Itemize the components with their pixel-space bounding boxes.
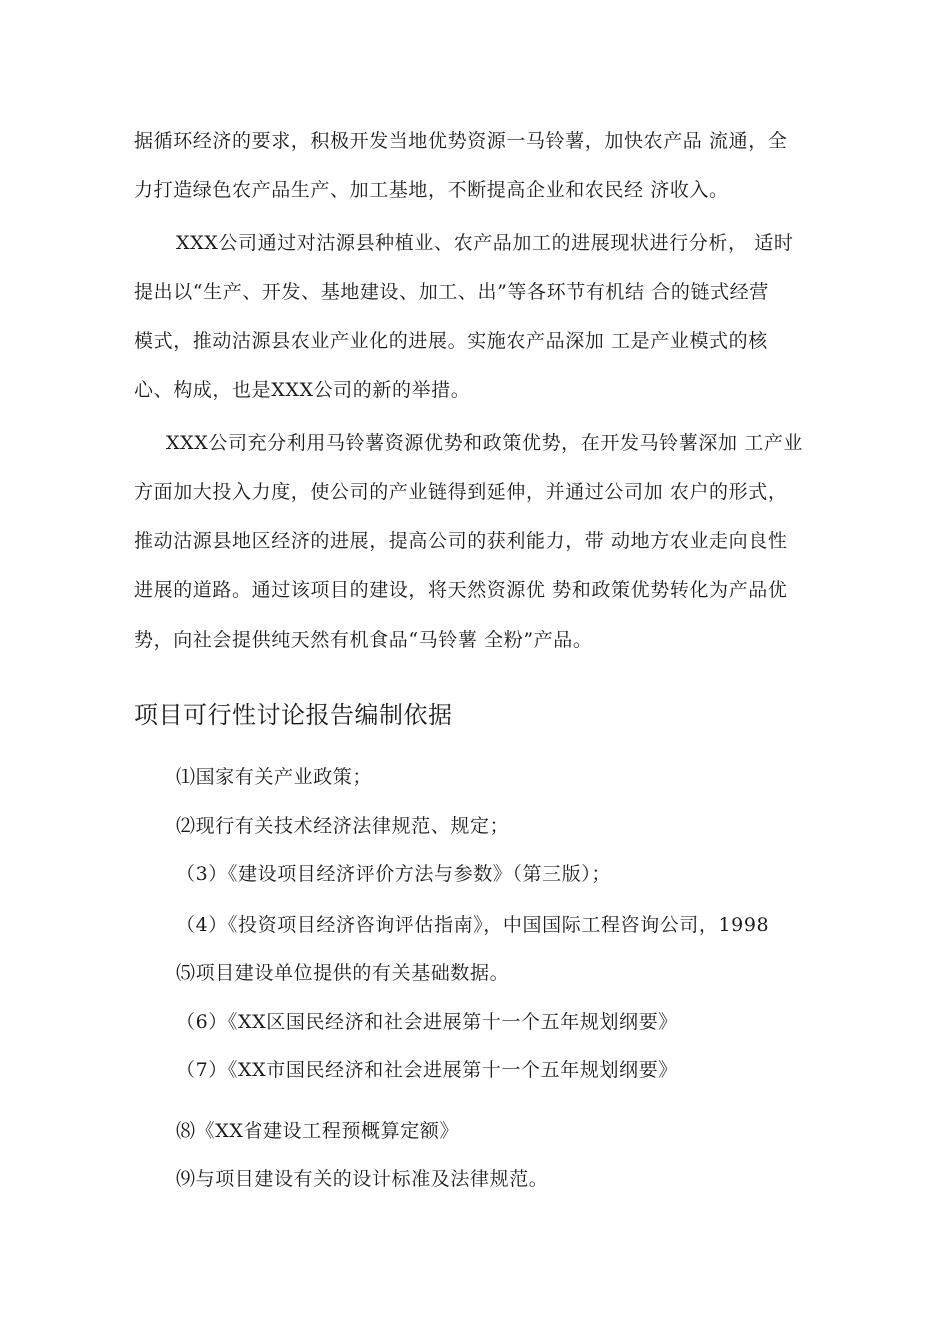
paragraph-1-line-2: 力打造绿色农产品生产、加工基地，不断提高企业和农民经 济收入。 [134,179,729,201]
paragraph-3-line-3: 推动沽源县地区经济的进展，提高公司的获利能力，带 动地方农业走向良性 [134,530,788,552]
paragraph-2-line-3: 模式，推动沽源县农业产业化的进展。实施农产品深加 工是产业模式的核 [134,330,768,352]
basis-item-6: （6）《XX区国民经济和社会进展第十一个五年规划纲要》 [176,1011,678,1033]
section-heading: 项目可行性讨论报告编制依据 [134,701,453,729]
basis-item-1: ⑴国家有关产业政策； [176,766,373,788]
basis-item-5: ⑸项目建设单位提供的有关基础数据。 [176,962,510,984]
basis-item-2: ⑵现行有关技术经济法律规范、规定； [176,815,510,837]
paragraph-3-line-5: 势，向社会提供纯天然有机食品“马铃薯 全粉”产品。 [134,629,593,651]
paragraph-2-line-1: XXX公司通过对沽源县种植业、农产品加工的进展现状进行分析， 适时 [176,232,794,254]
paragraph-3-line-4: 进展的道路。通过该项目的建设，将天然资源优 势和政策优势转化为产品优 [134,579,788,601]
paragraph-3-line-2: 方面加大投入力度，使公司的产业链得到延伸，并通过公司加 农户的形式， [134,481,788,503]
paragraph-2-line-4: 心、构成，也是XXX公司的新的举措。 [134,379,471,401]
basis-item-8: ⑻《XX省建设工程预概算定额》 [176,1120,460,1142]
basis-item-3: （3）《建设项目经济评价方法与参数》（第三版）； [176,863,611,885]
paragraph-1-line-1: 据循环经济的要求，积极开发当地优势资源一马铃薯，加快农产品 流通，全 [134,130,788,152]
paragraph-2-line-2: 提出以“生产、开发、基地建设、加工、出”等各环节有机结 合的链式经营 [134,281,769,303]
basis-item-4: （4）《投资项目经济咨询评估指南》，中国国际工程咨询公司，1998 [176,914,770,936]
basis-item-7: （7）《XX市国民经济和社会进展第十一个五年规划纲要》 [176,1059,678,1081]
paragraph-3-line-1: XXX公司充分利用马铃薯资源优势和政策优势，在开发马铃薯深加 工产业 [166,432,804,454]
basis-item-9: ⑼与项目建设有关的设计标准及法律规范。 [176,1168,549,1190]
